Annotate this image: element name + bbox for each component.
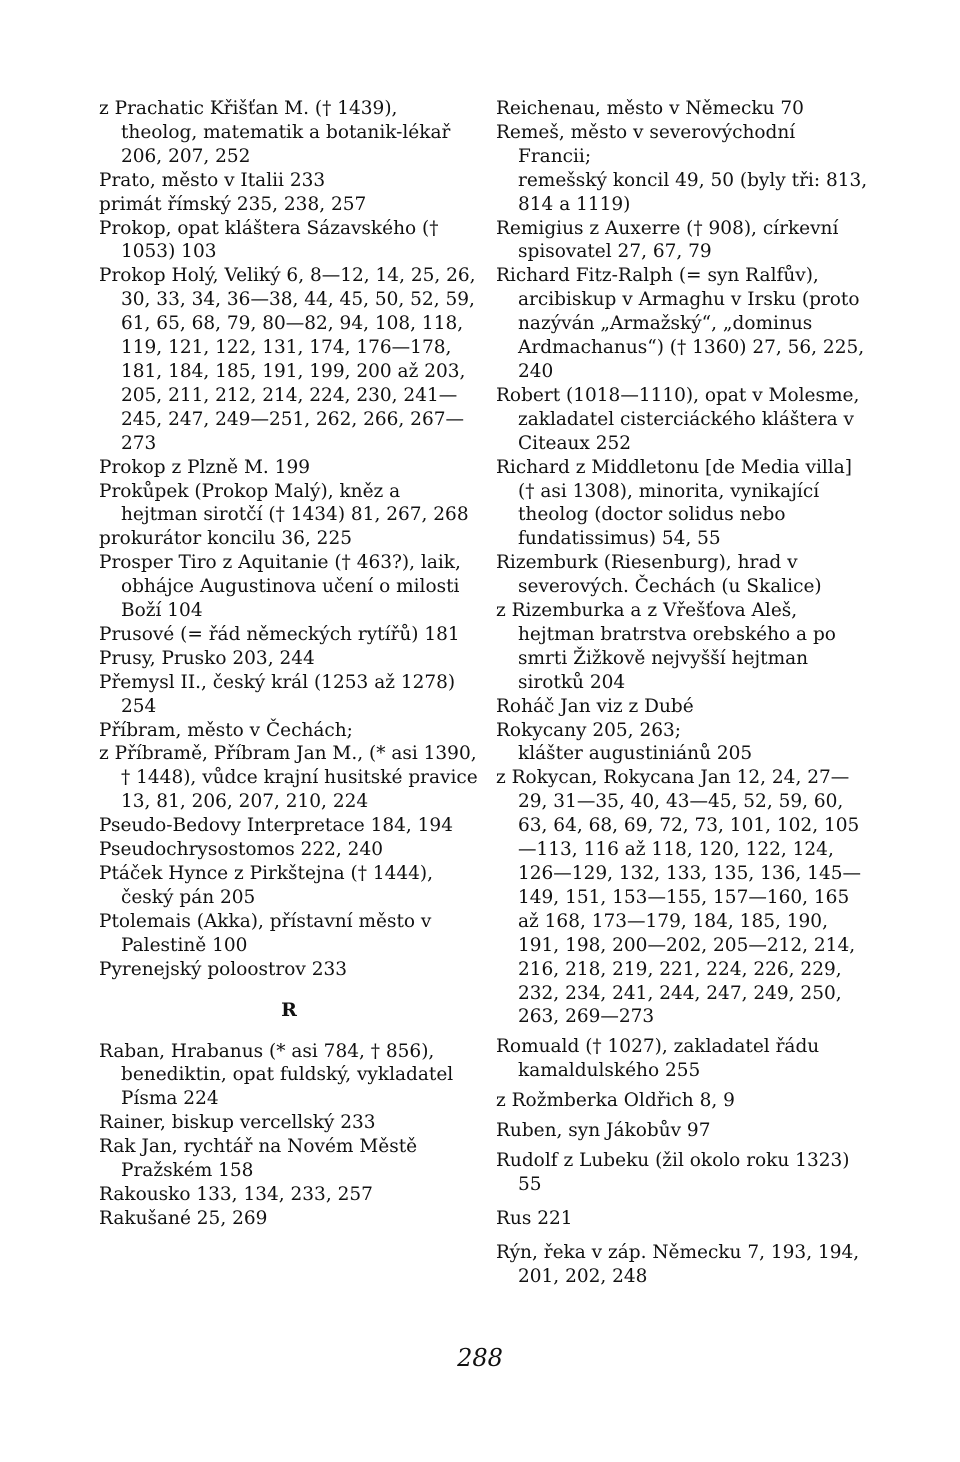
index-entry-prokupek: Prokůpek (Prokop Malý), kněz a hejtman sirotčí († 1434) 81, 267, 268 [99,480,469,526]
index-entry-pseudo-bedovy: Pseudo-Bedovy Interpretace 184, 194 [99,815,453,837]
index-entry-pribrame: z Příbramě, Příbram Jan M., (* asi 1390, † 1448), vůdce krajní husitské pravice 13, 81, 206, 207, 210, 224 [99,743,478,813]
index-entry-prosper: Prosper Tiro z Aquitanie († 463?), laik, obhájce Augustinova učení o milosti Boží 104 [99,552,461,622]
index-column-right [496,97,868,1289]
index-entry-robert: Robert (1018—1110), opat v Molesme, zakladatel cisterciáckého kláštera v Citeaux 252 [496,384,860,454]
index-entry-rainer: Rainer, biskup vercellský 233 [99,1112,376,1134]
section-letter-heading: R [281,998,297,1021]
index-entry-remigius: Remigius z Auxerre († 908), církevní spisovatel 27, 67, 79 [496,217,839,263]
index-entry-pyrenejsky: Pyrenejský poloostrov 233 [99,958,348,980]
index-entry-remes: Remeš, město v severovýchodní Francii; [496,121,796,167]
index-entry-prusove: Prusové (= řád německých rytířů) 181 [99,623,460,645]
index-entry-reichenau: Reichenau, město v Německu 70 [496,98,804,119]
index-entry-prokop-opat: Prokop, opat kláštera Sázavského († 1053) 103 [99,217,439,263]
index-entry-rohac: Roháč Jan viz z Dubé [496,695,694,717]
index-entry-rizemburka: z Rizemburka a z Vřešťova Aleš, hejtman bratrstva orebského a po smrti Žižkově nejvyšší hejtman sirotků 204 [496,600,836,693]
index-entry-rozmberka: z Rožmberka Oldřich 8, 9 [496,1090,735,1112]
index-entry-rak-jan: Rak Jan, rychtář na Novém Městě Pražském 158 [99,1136,418,1182]
index-entry-prokurator: prokurátor koncilu 36, 225 [99,528,352,550]
index-entry-rokycan: z Rokycan, Rokycana Jan 12, 24, 27—29, 31—35, 40, 43—45, 52, 59, 60, 63, 64, 68, 69, 72, 73, 101, 102, 105—113, 116 až 118, 120, 122, 124, 126—129, 132, 133, 135, 136, 145—149, 151, 153—155, 157—160, 165 až 168, 173—179, 184, 185, 190, 191, 198, 200—202, 205—212, 214, 216, 218, 219, 221, 224, 226, 229, 232, 234, 241, 244, 247, 249, 250, 263, 269—273 [496,767,861,1028]
page-number: 288 [457,1344,503,1372]
index-entry-remessky: remešský koncil 49, 50 (byly tři: 813, 814 a 1119) [518,169,868,215]
index-entry-premysl: Přemysl II., český král (1253 až 1278) 254 [99,671,456,717]
index-entry-ptacek: Ptáček Hynce z Pirkštejna († 1444), český pán 205 [99,863,434,908]
index-entry-richard-middleton: Richard z Middletonu [de Media villa] († asi 1308), minorita, vynikající theolog (doctor solidus nebo fundatissimus) 54, 55 [496,456,852,550]
index-entry-rakousko: Rakousko 133, 134, 233, 257 [99,1183,373,1205]
index-entry-ptolemais: Ptolemais (Akka), přístavní město v Palestině 100 [99,910,432,956]
index-entry-pseudochrysostomos: Pseudochrysostomos 222, 240 [99,839,383,861]
index-entry-ruben: Ruben, syn Jákobův 97 [496,1120,711,1142]
index-entry-prato: Prato, město v Italii 233 [99,169,326,191]
index-entry-prusy: Prusy, Prusko 203, 244 [99,647,315,669]
index-entry-prokop-holy: Prokop Holý, Veliký 6, 8—12, 14, 25, 26, 30, 33, 34, 36—38, 44, 45, 50, 52, 59, 61, 65, 68, 79, 80—82, 94, 108, 118, 119, 121, 122, 131, 174, 176—178, 181, 184, 185, 191, 199, 200 až 203, 205, 211, 212, 214, 224, 230, 241—245, 247, 249—251, 262, 266, 267—273 [99,265,476,454]
index-entry-primat: primát římský 235, 238, 257 [99,193,367,215]
index-entry-prokop-plzne: Prokop z Plzně M. 199 [99,456,310,478]
index-entry-prachatic: z Prachatic Křišťan M. († 1439), theolog, matematik a botanik-lékař 206, 207, 252 [99,98,451,167]
index-entry-pribram: Příbram, město v Čechách; [99,719,353,741]
index-entry-rizemburk: Rizemburk (Riesenburg), hrad v severových. Čechách (u Skalice) [496,552,822,598]
index-entry-romuald: Romuald († 1027), zakladatel řádu kamaldulského 255 [496,1036,820,1082]
index-entry-rokycany: Rokycany 205, 263; [496,719,681,741]
index-entry-ryn: Rýn, řeka v záp. Německu 7, 193, 194, 201, 202, 248 [496,1241,860,1287]
index-entry-raban: Raban, Hrabanus (* asi 784, † 856), benediktin, opat fuldský, vykladatel Písma 224 [99,1040,454,1110]
index-entry-rus: Rus 221 [496,1207,573,1229]
index-column-left [99,97,479,1231]
index-entry-klaster: klášter augustiniánů 205 [518,743,753,765]
index-entry-rakusane: Rakušané 25, 269 [99,1207,268,1229]
index-entry-richard-fitz: Richard Fitz-Ralph (= syn Ralfův), arcibiskup v Armaghu v Irsku (proto nazýván „Armažský“, „dominus Ardmachanus“) († 1360) 27, 56, 225, 240 [496,265,865,382]
index-entry-rudolf: Rudolf z Lubeku (žil okolo roku 1323) 55 [496,1149,850,1195]
